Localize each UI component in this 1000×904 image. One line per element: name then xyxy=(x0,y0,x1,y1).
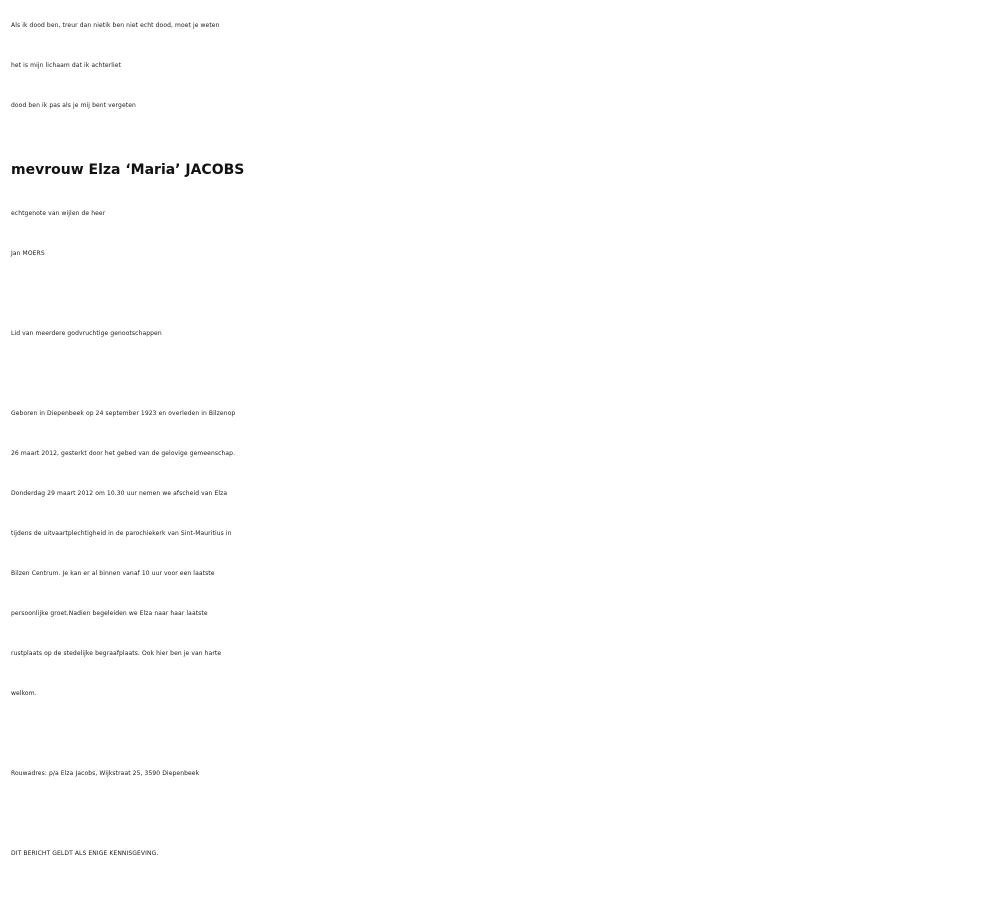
mourning-address: Rouwadres: p/a Elza Jacobs, Wijkstraat 25, 3590 Diepenbeek xyxy=(11,770,200,777)
body-line: rustplaats op de stedelijke begraafplaats. Ook hier ben je van harte xyxy=(11,650,222,657)
body-line: Bilzen Centrum. Je kan er al binnen vanaf 10 uur voor een laatste xyxy=(11,570,215,577)
poem-line: dood ben ik pas als je mij bent vergeten xyxy=(11,102,136,109)
body-line: Donderdag 29 maart 2012 om 10.30 uur nemen we afscheid van Elza xyxy=(11,490,228,497)
relation-line: echtgenote van wijlen de heer xyxy=(11,210,106,217)
poem-line: Als ik dood ben, treur dan nietik ben niet echt dood, moet je weten xyxy=(11,22,220,29)
body-line: Geboren in Diepenbeek op 24 september 1923 en overleden in Bilzenop xyxy=(11,410,236,417)
obituary-document xyxy=(11,6,991,874)
poem-line: het is mijn lichaam dat ik achterliet xyxy=(11,62,122,69)
body-line: persoonlijke groet.Nadien begeleiden we Elza naar haar laatste xyxy=(11,610,208,617)
membership-text: Lid van meerdere godvruchtige genootschappen xyxy=(11,330,162,337)
spouse-name: Jan MOERS xyxy=(11,250,45,257)
poem xyxy=(11,6,991,126)
body-line: 26 maart 2012, gesterkt door het gebed van de gelovige gemeenschap. xyxy=(11,450,236,457)
notice-text: DIT BERICHT GELDT ALS ENIGE KENNISGEVING. xyxy=(11,850,159,857)
body-line: tijdens de uitvaartplechtigheid in de parochiekerk van Sint-Mauritius in xyxy=(11,530,232,537)
deceased-name: mevrouw Elza ‘Maria’ JACOBS xyxy=(11,162,245,178)
body-paragraph xyxy=(11,394,991,714)
body-line: welkom. xyxy=(11,690,37,697)
